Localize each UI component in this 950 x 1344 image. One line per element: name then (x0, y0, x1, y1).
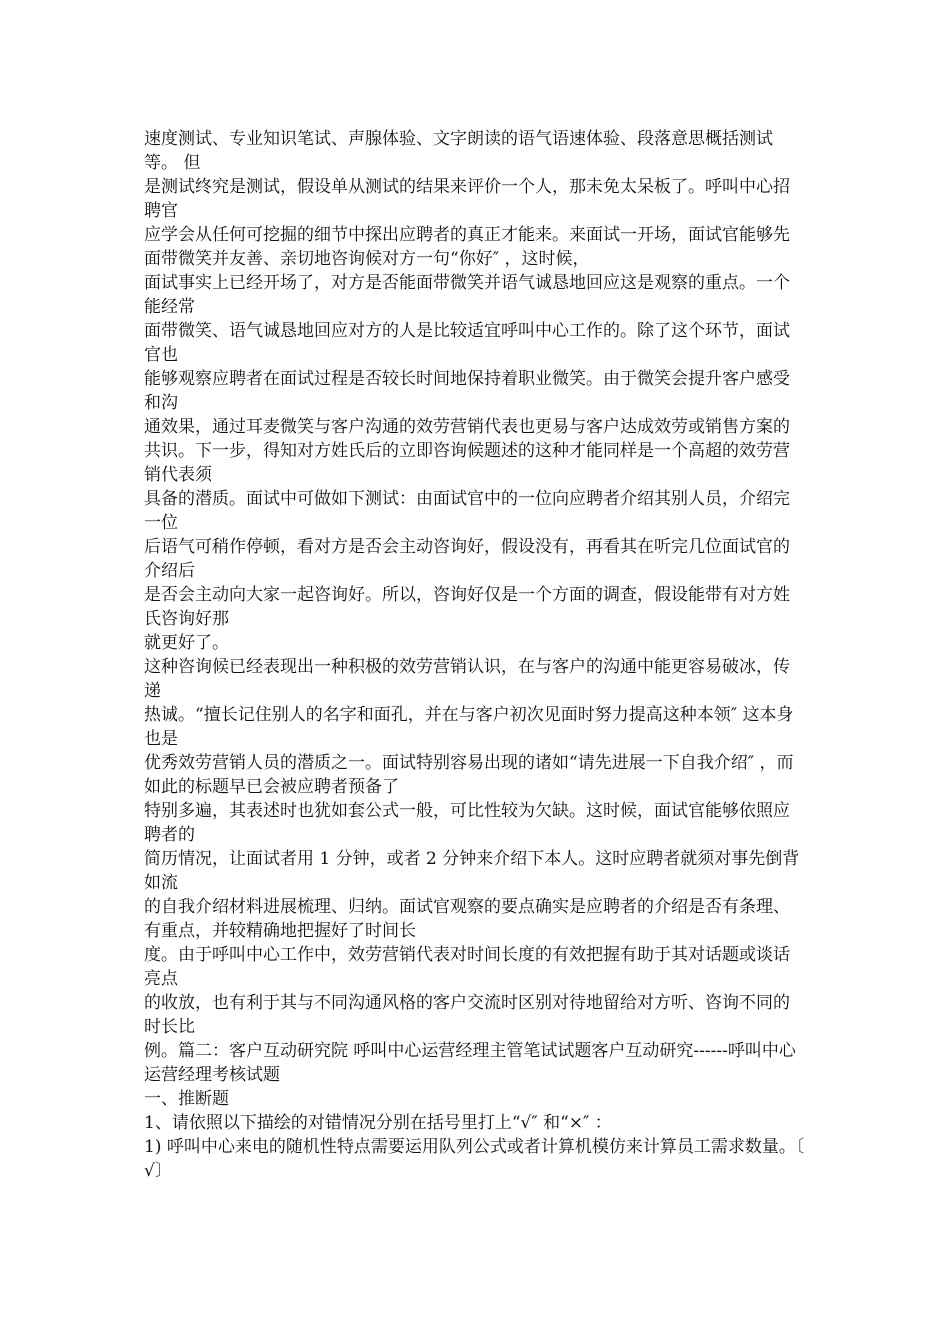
paragraph: 简历情况，让面试者用 1 分钟，或者 2 分钟来介绍下本人。这时应聘者就须对事先倒背如流 (144, 849, 800, 893)
paragraph: 就更好了。 (144, 633, 229, 653)
paragraph: 面带微笑、语气诚恳地回应对方的人是比较适宜呼叫中心工作的。除了这个环节，面试官也 (144, 321, 790, 365)
section-heading: 一、推断题 (144, 1089, 229, 1109)
document-body (144, 127, 806, 1183)
paragraph: 是否会主动向大家一起咨询好。所以，咨询好仅是一个方面的调查，假设能带有对方姓氏咨询好那 (144, 585, 790, 629)
paragraph: 是测试终究是测试，假设单从测试的结果来评价一个人，那未免太呆板了。呼叫中心招聘官 (144, 177, 790, 221)
paragraph: 应学会从任何可挖掘的细节中探出应聘者的真正才能来。来面试一开场，面试官能够先面带微笑并友善、亲切地咨询候对方一句“你好″ ，这时候， (144, 225, 790, 269)
paragraph: 通效果，通过耳麦微笑与客户沟通的效劳营销代表也更易与客户达成效劳或销售方案的共识。下一步，得知对方姓氏后的立即咨询候题述的这种才能同样是一个高超的效劳营销代表须 (144, 417, 790, 485)
paragraph: 面试事实上已经开场了，对方是否能面带微笑并语气诚恳地回应这是观察的重点。一个能经常 (144, 273, 790, 317)
paragraph: 具备的潜质。面试中可做如下测试：由面试官中的一位向应聘者介绍其别人员，介绍完一位 (144, 489, 790, 533)
paragraph: 度。由于呼叫中心工作中，效劳营销代表对时间长度的有效把握有助于其对话题或谈话亮点 (144, 945, 790, 989)
paragraph: 这种咨询候已经表现出一种积极的效劳营销认识，在与客户的沟通中能更容易破冰，传递 (144, 657, 790, 701)
paragraph: 速度测试、专业知识笔试、声腺体验、文字朗读的语气语速体验、段落意思概括测试等。 但 (144, 129, 773, 173)
paragraph: 后语气可稍作停顿，看对方是否会主动咨询好，假设没有，再看其在听完几位面试官的介绍后 (144, 537, 790, 581)
paragraph: 能够观察应聘者在面试过程是否较长时间地保持着职业微笑。由于微笑会提升客户感受和沟 (144, 369, 790, 413)
paragraph: 的收放，也有利于其与不同沟通风格的客户交流时区别对待地留给对方听、咨询不同的时长比 (144, 993, 790, 1037)
paragraph: 的自我介绍材料进展梳理、归纳。面试官观察的要点确实是应聘者的介绍是否有条理、有重点，并较精确地把握好了时间长 (144, 897, 790, 941)
paragraph: 例。篇二：客户互动研究院 呼叫中心运营经理主管笔试试题客户互动研究------呼叫中心运营经理考核试题 (144, 1041, 796, 1085)
question-instruction: 1、请依照以下描绘的对错情况分别在括号里打上“√″ 和“×″ ： (144, 1113, 612, 1133)
paragraph: 热诚。“擅长记住别人的名字和面孔，并在与客户初次见面时努力提高这种本领″ 这本身也是 (144, 705, 794, 749)
paragraph: 优秀效劳营销人员的潜质之一。面试特别容易出现的诸如“请先进展一下自我介绍″ ，而如此的标题早已会被应聘者预备了 (144, 753, 794, 797)
paragraph: 特别多遍，其表述时也犹如套公式一般，可比性较为欠缺。这时候，面试官能够依照应聘者的 (144, 801, 790, 845)
question-item: 1) 呼叫中心来电的随机性特点需要运用队列公式或者计算机模仿来计算员工需求数量。〔 √〕 (144, 1137, 805, 1181)
